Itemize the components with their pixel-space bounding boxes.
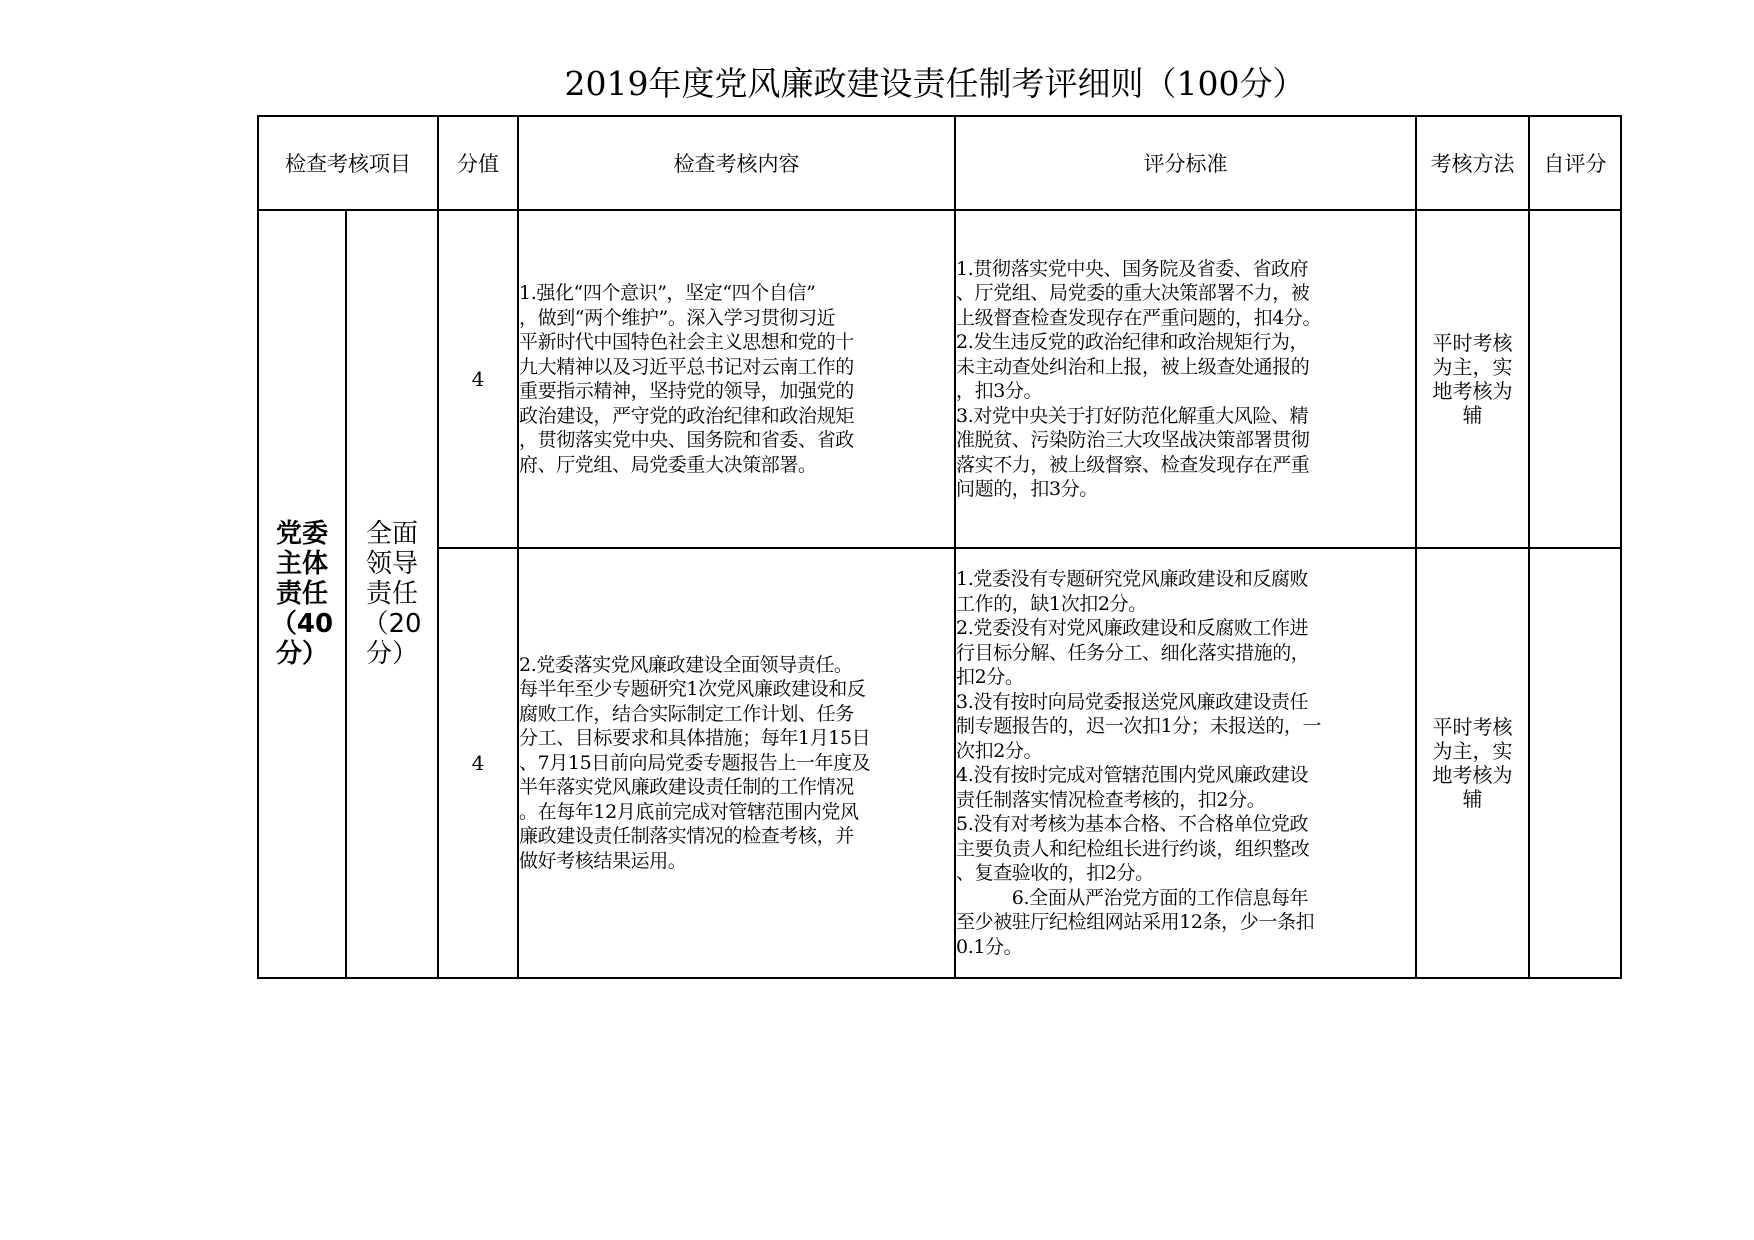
criteria-line: 未主动查处纠治和上报，被上级查处通报的 bbox=[956, 355, 1310, 378]
criteria-cell bbox=[955, 210, 1416, 548]
method-line: 为主，实 bbox=[1432, 739, 1513, 763]
category-sub-line: 分） bbox=[365, 639, 418, 669]
criteria-line: 1.贯彻落实党中央、国务院及省委、省政府 bbox=[956, 257, 1309, 280]
criteria-line: 制专题报告的，迟一次扣1分；未报送的，一 bbox=[956, 715, 1322, 737]
category-main-line: 党委 bbox=[275, 519, 328, 549]
criteria-line: 1.党委没有专题研究党风廉政建设和反腐败 bbox=[956, 568, 1309, 590]
category-sub-line: （20 bbox=[362, 609, 422, 639]
category-main-line: 责任 bbox=[275, 579, 328, 609]
content-line: 腐败工作，结合实际制定工作计划、任务 bbox=[519, 702, 854, 725]
content-line: ，贯彻落实党中央、国务院和省委、省政 bbox=[519, 429, 854, 451]
content-line: 平新时代中国特色社会主义思想和党的十 bbox=[519, 331, 854, 353]
criteria-line: 3.没有按时向局党委报送党风廉政建设责任 bbox=[956, 690, 1309, 713]
category-main-line: 主体 bbox=[275, 549, 328, 579]
criteria-line: 工作的，缺1次扣2分。 bbox=[956, 592, 1147, 615]
header-criteria: 评分标准 bbox=[955, 116, 1416, 210]
header-item: 检查考核项目 bbox=[258, 116, 438, 210]
method-line: 平时考核 bbox=[1432, 715, 1513, 739]
self-score-cell[interactable] bbox=[1529, 548, 1621, 978]
content-line: 廉政建设责任制落实情况的检查考核，并 bbox=[519, 825, 854, 848]
content-line: 九大精神以及习近平总书记对云南工作的 bbox=[519, 355, 854, 378]
method-line: 平时考核 bbox=[1432, 331, 1513, 355]
header-row bbox=[258, 116, 1621, 210]
category-sub-line: 全面 bbox=[365, 519, 418, 549]
criteria-line: 3.对党中央关于打好防范化解重大风险、精 bbox=[956, 404, 1309, 427]
method-line: 辅 bbox=[1462, 787, 1483, 811]
criteria-line: 行目标分解、任务分工、细化落实措施的， bbox=[956, 641, 1310, 664]
content-line: 半年落实党风廉政建设责任制的工作情况 bbox=[519, 776, 854, 799]
score-cell: 4 bbox=[438, 210, 518, 548]
criteria-line: 、厅党组、局党委的重大决策部署不力，被 bbox=[956, 282, 1310, 304]
criteria-line: 至少被驻厅纪检组网站采用12条，少一条扣 bbox=[956, 911, 1315, 933]
criteria-line: 0.1分。 bbox=[956, 935, 1023, 958]
criteria-line: 准脱贫、污染防治三大攻坚战决策部署贯彻 bbox=[956, 429, 1310, 451]
method-line: 辅 bbox=[1462, 403, 1483, 427]
criteria-line: 次扣2分。 bbox=[956, 739, 1043, 762]
self-score-cell[interactable] bbox=[1529, 210, 1621, 548]
content-line: 1.强化“四个意识”，坚定“四个自信” bbox=[519, 282, 816, 304]
content-line: 政治建设，严守党的政治纪律和政治规矩 bbox=[519, 404, 854, 427]
content-cell bbox=[518, 548, 955, 978]
criteria-line: 2.发生违反党的政治纪律和政治规矩行为， bbox=[956, 331, 1309, 353]
method-line: 为主，实 bbox=[1432, 355, 1513, 379]
method-line: 地考核为 bbox=[1432, 763, 1513, 787]
criteria-line: ，扣3分。 bbox=[956, 380, 1043, 402]
criteria-line: 4.没有按时完成对管辖范围内党风廉政建设 bbox=[956, 764, 1309, 786]
content-line: 、7月15日前向局党委专题报告上一年度及 bbox=[519, 751, 871, 774]
content-line: 每半年至少专题研究1次党风廉政建设和反 bbox=[519, 678, 866, 701]
category-main-line: （40 bbox=[270, 609, 334, 639]
header-self-score: 自评分 bbox=[1529, 116, 1621, 210]
method-cell bbox=[1416, 548, 1529, 978]
criteria-line: 6.全面从严治党方面的工作信息每年 bbox=[956, 886, 1309, 909]
criteria-line: 2.党委没有对党风廉政建设和反腐败工作进 bbox=[956, 617, 1309, 639]
header-content: 检查考核内容 bbox=[518, 116, 955, 210]
criteria-line: 、复查验收的，扣2分。 bbox=[956, 862, 1154, 884]
content-line: 重要指示精神，坚持党的领导，加强党的 bbox=[519, 380, 854, 402]
category-main-cell bbox=[258, 210, 346, 978]
content-line: 2.党委落实党风廉政建设全面领导责任。 bbox=[519, 653, 853, 676]
criteria-line: 责任制落实情况检查考核的，扣2分。 bbox=[956, 788, 1266, 811]
content-line: 分工、目标要求和具体措施；每年1月15日 bbox=[519, 727, 871, 750]
header-score: 分值 bbox=[438, 116, 518, 210]
header-method: 考核方法 bbox=[1416, 116, 1529, 210]
criteria-line: 扣2分。 bbox=[956, 666, 1024, 688]
method-cell bbox=[1416, 210, 1529, 548]
criteria-line: 问题的，扣3分。 bbox=[956, 478, 1098, 500]
category-sub-line: 责任 bbox=[365, 579, 418, 609]
content-line: ，做到“两个维护”。深入学习贯彻习近 bbox=[519, 306, 836, 329]
criteria-cell bbox=[955, 548, 1416, 978]
category-sub-cell bbox=[346, 210, 438, 978]
content-line: 府、厅党组、局党委重大决策部署。 bbox=[519, 453, 817, 476]
table-row bbox=[258, 548, 1621, 978]
method-line: 地考核为 bbox=[1432, 379, 1513, 403]
content-line: 做好考核结果运用。 bbox=[519, 849, 687, 872]
criteria-line: 落实不力，被上级督察、检查发现存在严重 bbox=[956, 453, 1310, 476]
content-cell bbox=[518, 210, 955, 548]
criteria-line: 主要负责人和纪检组长进行约谈，组织整改 bbox=[956, 837, 1310, 860]
criteria-line: 上级督查检查发现存在严重问题的，扣4分。 bbox=[956, 306, 1322, 329]
category-sub-line: 领导 bbox=[365, 549, 418, 579]
criteria-line: 5.没有对考核为基本合格、不合格单位党政 bbox=[956, 813, 1309, 835]
table-row bbox=[258, 210, 1621, 548]
evaluation-table bbox=[257, 115, 1622, 979]
document-title: 2019年度党风廉政建设责任制考评细则（100分） bbox=[564, 64, 1306, 103]
content-line: 。在每年12月底前完成对管辖范围内党风 bbox=[519, 800, 859, 823]
category-main-line: 分） bbox=[275, 639, 328, 669]
score-cell: 4 bbox=[438, 548, 518, 978]
